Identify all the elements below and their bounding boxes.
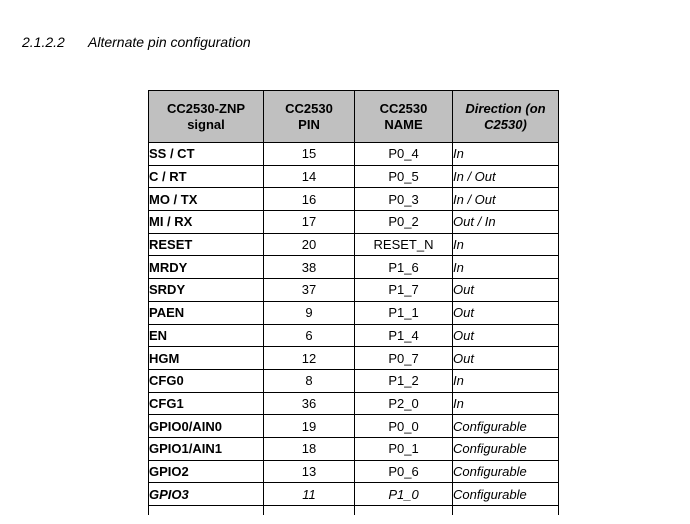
direction-cell: Configurable	[453, 483, 559, 506]
signal-cell: SRDY	[149, 279, 264, 302]
direction-cell: In	[453, 392, 559, 415]
signal-cell: EN	[149, 324, 264, 347]
table-row	[149, 211, 559, 234]
pin-cell: 18	[264, 437, 355, 460]
signal-cell: GPIO1/AIN1	[149, 437, 264, 460]
pin-configuration-table	[148, 90, 559, 515]
table-body	[149, 143, 559, 516]
pin-cell: 12	[264, 347, 355, 370]
name-cell: P0_5	[355, 165, 453, 188]
signal-cell: MRDY	[149, 256, 264, 279]
stub-cell	[453, 506, 559, 516]
pin-cell: 6	[264, 324, 355, 347]
pin-cell: 11	[264, 483, 355, 506]
signal-cell: CFG0	[149, 369, 264, 392]
table-row	[149, 279, 559, 302]
name-cell: P0_0	[355, 415, 453, 438]
signal-cell: RESET	[149, 233, 264, 256]
name-cell: P1_2	[355, 369, 453, 392]
name-cell: P1_0	[355, 483, 453, 506]
signal-cell: MI / RX	[149, 211, 264, 234]
table-row	[149, 256, 559, 279]
direction-cell: Out	[453, 279, 559, 302]
table-row	[149, 347, 559, 370]
pin-cell: 38	[264, 256, 355, 279]
name-cell: P0_2	[355, 211, 453, 234]
signal-cell: GPIO0/AIN0	[149, 415, 264, 438]
table-row	[149, 369, 559, 392]
table-row	[149, 188, 559, 211]
pin-cell: 37	[264, 279, 355, 302]
table-header	[149, 91, 559, 143]
name-cell: P2_0	[355, 392, 453, 415]
pin-cell: 13	[264, 460, 355, 483]
direction-cell: In	[453, 233, 559, 256]
table-row	[149, 460, 559, 483]
column-header-signal: CC2530-ZNP signal	[149, 91, 264, 143]
pin-cell: 20	[264, 233, 355, 256]
signal-cell: HGM	[149, 347, 264, 370]
pin-cell: 16	[264, 188, 355, 211]
column-header-name: CC2530 NAME	[355, 91, 453, 143]
column-header-pin: CC2530 PIN	[264, 91, 355, 143]
table-row	[149, 301, 559, 324]
name-cell: P1_6	[355, 256, 453, 279]
table-row	[149, 437, 559, 460]
signal-cell: MO / TX	[149, 188, 264, 211]
stub-cell	[264, 506, 355, 516]
direction-cell: In	[453, 256, 559, 279]
pin-cell: 15	[264, 143, 355, 166]
stub-cell	[149, 506, 264, 516]
table-row	[149, 165, 559, 188]
section-heading	[22, 34, 251, 50]
section-title: Alternate pin configuration	[88, 34, 251, 50]
signal-cell: PAEN	[149, 301, 264, 324]
pin-cell: 9	[264, 301, 355, 324]
direction-cell: Configurable	[453, 437, 559, 460]
name-cell: P0_4	[355, 143, 453, 166]
table-row	[149, 324, 559, 347]
signal-cell: CFG1	[149, 392, 264, 415]
column-header-direction: Direction (on C2530)	[453, 91, 559, 143]
table-row	[149, 415, 559, 438]
signal-cell: GPIO3	[149, 483, 264, 506]
pin-cell: 8	[264, 369, 355, 392]
section-number: 2.1.2.2	[22, 34, 65, 50]
direction-cell: Out	[453, 301, 559, 324]
direction-cell: Out	[453, 324, 559, 347]
name-cell: P0_6	[355, 460, 453, 483]
direction-cell: Configurable	[453, 460, 559, 483]
signal-cell: GPIO2	[149, 460, 264, 483]
direction-cell: In / Out	[453, 188, 559, 211]
name-cell: P0_7	[355, 347, 453, 370]
direction-cell: Out	[453, 347, 559, 370]
name-cell: P0_1	[355, 437, 453, 460]
table-header-row	[149, 91, 559, 143]
stub-cell	[355, 506, 453, 516]
table-row	[149, 143, 559, 166]
name-cell: P1_4	[355, 324, 453, 347]
table-cutoff-stub-row	[149, 506, 559, 516]
pin-cell: 17	[264, 211, 355, 234]
direction-cell: In	[453, 143, 559, 166]
signal-cell: SS / CT	[149, 143, 264, 166]
direction-cell: Configurable	[453, 415, 559, 438]
pin-cell: 36	[264, 392, 355, 415]
table-row	[149, 233, 559, 256]
direction-cell: In	[453, 369, 559, 392]
name-cell: RESET_N	[355, 233, 453, 256]
name-cell: P1_1	[355, 301, 453, 324]
name-cell: P0_3	[355, 188, 453, 211]
direction-cell: Out / In	[453, 211, 559, 234]
table-row	[149, 392, 559, 415]
table-row	[149, 483, 559, 506]
direction-cell: In / Out	[453, 165, 559, 188]
pin-cell: 14	[264, 165, 355, 188]
pin-cell: 19	[264, 415, 355, 438]
signal-cell: C / RT	[149, 165, 264, 188]
name-cell: P1_7	[355, 279, 453, 302]
